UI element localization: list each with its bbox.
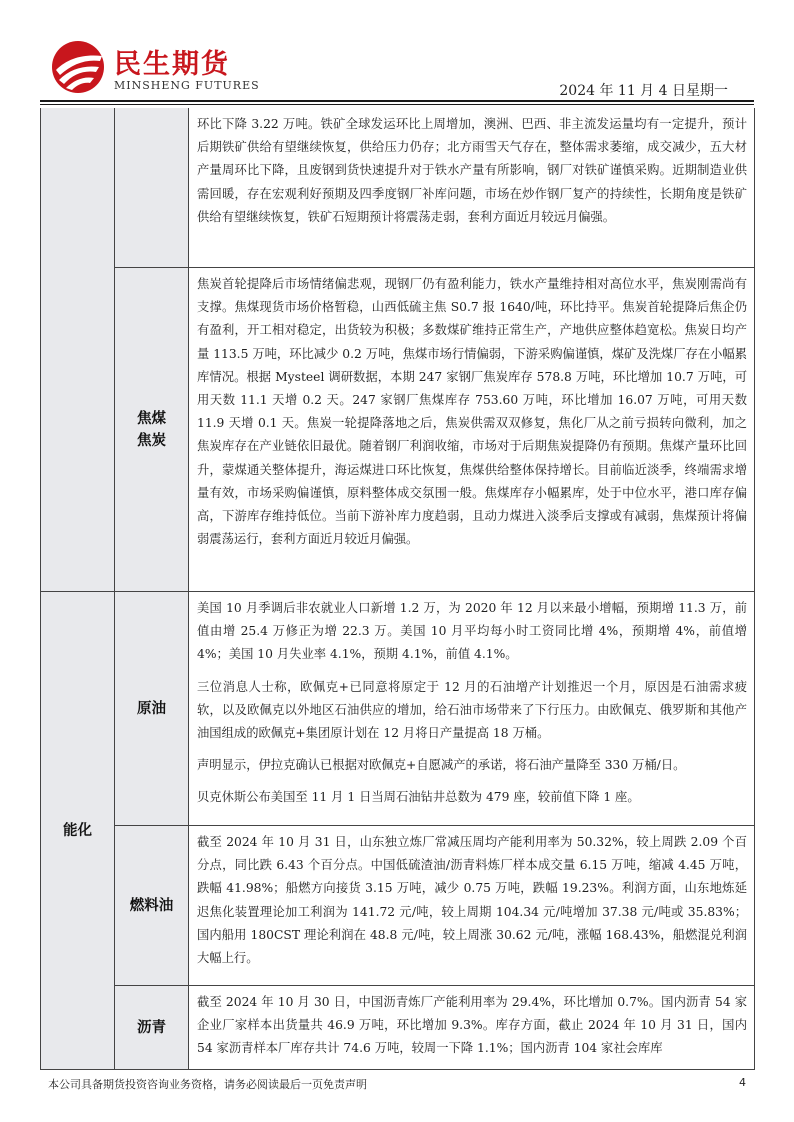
commodity-label-coking-coal: 焦煤 焦炭 [115, 268, 189, 592]
report-date: 2024 年 11 月 4 日星期一 [559, 83, 728, 99]
page-number: 4 [739, 1076, 746, 1089]
paragraph: 截至 2024 年 10 月 31 日，山东独立炼厂常减压周均产能利用率为 50.32%，较上周跌 2.09 个百分点，同比跌 6.43 个百分点。中国低硫渣油/沥青料炼厂样本成交量 6.15 万吨，缩减 4.45 万吨，跌幅 41.98%；船燃方向接货 3.15 万吨，减少 0.75 万吨，跌幅 19.23%。利润方面，山东地炼延迟焦化装置理论加工利润为 141.72 元/吨，较上周期 104.34 元/吨增加 37.38 元/吨或 35.83%；国内船用 180CST 理论利润在 48.8 元/吨，较上周涨 30.62 元/吨，涨幅 168.43%，船燃混兑利润大幅上行。 [197, 835, 747, 966]
commodity-content-crude-oil [189, 592, 755, 826]
page-header [0, 0, 794, 104]
commodity-label-asphalt: 沥青 [115, 986, 189, 1070]
commodity-content-iron-ore [189, 108, 755, 268]
paragraph: 声明显示，伊拉克确认已根据对欧佩克+自愿减产的承诺，将石油产量降至 330 万桶/日。 [197, 758, 686, 773]
commodity-label-iron-ore [115, 108, 189, 268]
paragraph: 环比下降 3.22 万吨。铁矿全球发运环比上周增加，澳洲、巴西、非主流发运量均有一定提升，预计后期铁矿供给有望继续恢复，供给压力仍存；北方雨雪天气存在，整体需求萎缩，成交减少，五大材产量周环比下降，且废钢到货快速提升对于铁水产量有所影响，钢厂对铁矿谨慎采购。近期制造业供需回暖，存在宏观利好预期及四季度钢厂补库问题，市场在炒作钢厂复产的持续性，长期角度是铁矿供给有望继续恢复，铁矿石短期预计将震荡走弱，套利方面近月较远月偏强。 [197, 117, 747, 224]
category-cell [41, 108, 115, 592]
minsheng-logo-icon [50, 40, 106, 94]
commodity-label-fuel-oil: 燃料油 [115, 826, 189, 986]
category-cell-energy-chemicals: 能化 [41, 592, 115, 1070]
commodity-label-crude-oil: 原油 [115, 592, 189, 826]
footer-disclaimer: 本公司具备期货投资咨询业务资格，请务必阅读最后一页免责声明 [48, 1078, 367, 1091]
commodity-content-asphalt [189, 986, 755, 1070]
header-divider-thin [40, 104, 754, 105]
commodity-content-coking-coal [189, 268, 755, 592]
paragraph: 三位消息人士称，欧佩克+已同意将原定于 12 月的石油增产计划推迟一个月，原因是石油需求疲软，以及欧佩克以外地区石油供应的增加，给石油市场带来了下行压力。由欧佩克、俄罗斯和其他产油国组成的欧佩克+集团原计划在 12 月将日产量提高 18 万桶。 [197, 679, 747, 741]
paragraph: 焦炭首轮提降后市场情绪偏悲观，现钢厂仍有盈利能力，铁水产量维持相对高位水平，焦炭刚需尚有支撑。焦煤现货市场价格暂稳，山西低硫主焦 S0.7 报 1640/吨，环比持平。焦炭首轮提降后焦企仍有盈利，开工相对稳定，出货较为积极；多数煤矿维持正常生产，产地供应整体趋宽松。焦炭日均产量 113.5 万吨，环比减少 0.2 万吨，焦煤市场行情偏弱，下游采购偏谨慎，煤矿及洗煤厂存在小幅累库情况。根据 Mysteel 调研数据，本期 247 家钢厂焦炭库存 578.8 万吨，环比增加 10.7 万吨，可用天数 11.1 天增 0.2 天。247 家钢厂焦煤库存 753.60 万吨，环比增加 16.07 万吨，可用天数 11.9 天增 0.1 天。焦炭一轮提降落地之后，焦炭供需双双修复，焦化厂从之前亏损转向微利，加之焦炭库存在产业链依旧最优。随着钢厂利润收缩，市场对于后期焦炭提降仍有预期。焦煤产量环比回升，蒙煤通关整体提升，海运煤进口环比恢复，焦煤供给整体保持增长。目前临近淡季，终端需求增量有效，市场采购偏谨慎，原料整体成交氛围一般。焦煤库存小幅累库，处于中位水平，港口库存偏高，下游库存维持低位。当前下游补库力度趋弱，且动力煤进入淡季后支撑或有减弱，焦煤预计将偏弱震荡运行，套利方面近月较近月偏强。 [197, 277, 747, 547]
commodity-table [40, 108, 755, 1070]
commodity-content-fuel-oil [189, 826, 755, 986]
header-divider [40, 100, 754, 102]
brand-name-en: MINSHENG FUTURES [114, 79, 260, 92]
paragraph: 美国 10 月季调后非农就业人口新增 1.2 万，为 2020 年 12 月以来最小增幅，预期增 11.3 万，前值由增 25.4 万修正为增 22.3 万。美国 10 月平均每小时工资同比增 4%，预期增 4%，前值增 4%；美国 10 月失业率 4.1%，预期 4.1%，前值 4.1%。 [197, 601, 747, 662]
brand-name-cn: 民生期货 [114, 49, 230, 80]
paragraph: 截至 2024 年 10 月 30 日，中国沥青炼厂产能利用率为 29.4%，环比增加 0.7%。国内沥青 54 家企业厂家样本出货量共 46.9 万吨，环比增加 9.3%。库存方面，截止 2024 年 10 月 31 日，国内 54 家沥青样本厂库存共计 74.6 万吨，较周一下降 1.1%；国内沥青 104 家社会库库 [197, 995, 747, 1056]
paragraph: 贝克休斯公布美国至 11 月 1 日当周石油钻井总数为 479 座，较前值下降 1 座。 [197, 790, 640, 805]
